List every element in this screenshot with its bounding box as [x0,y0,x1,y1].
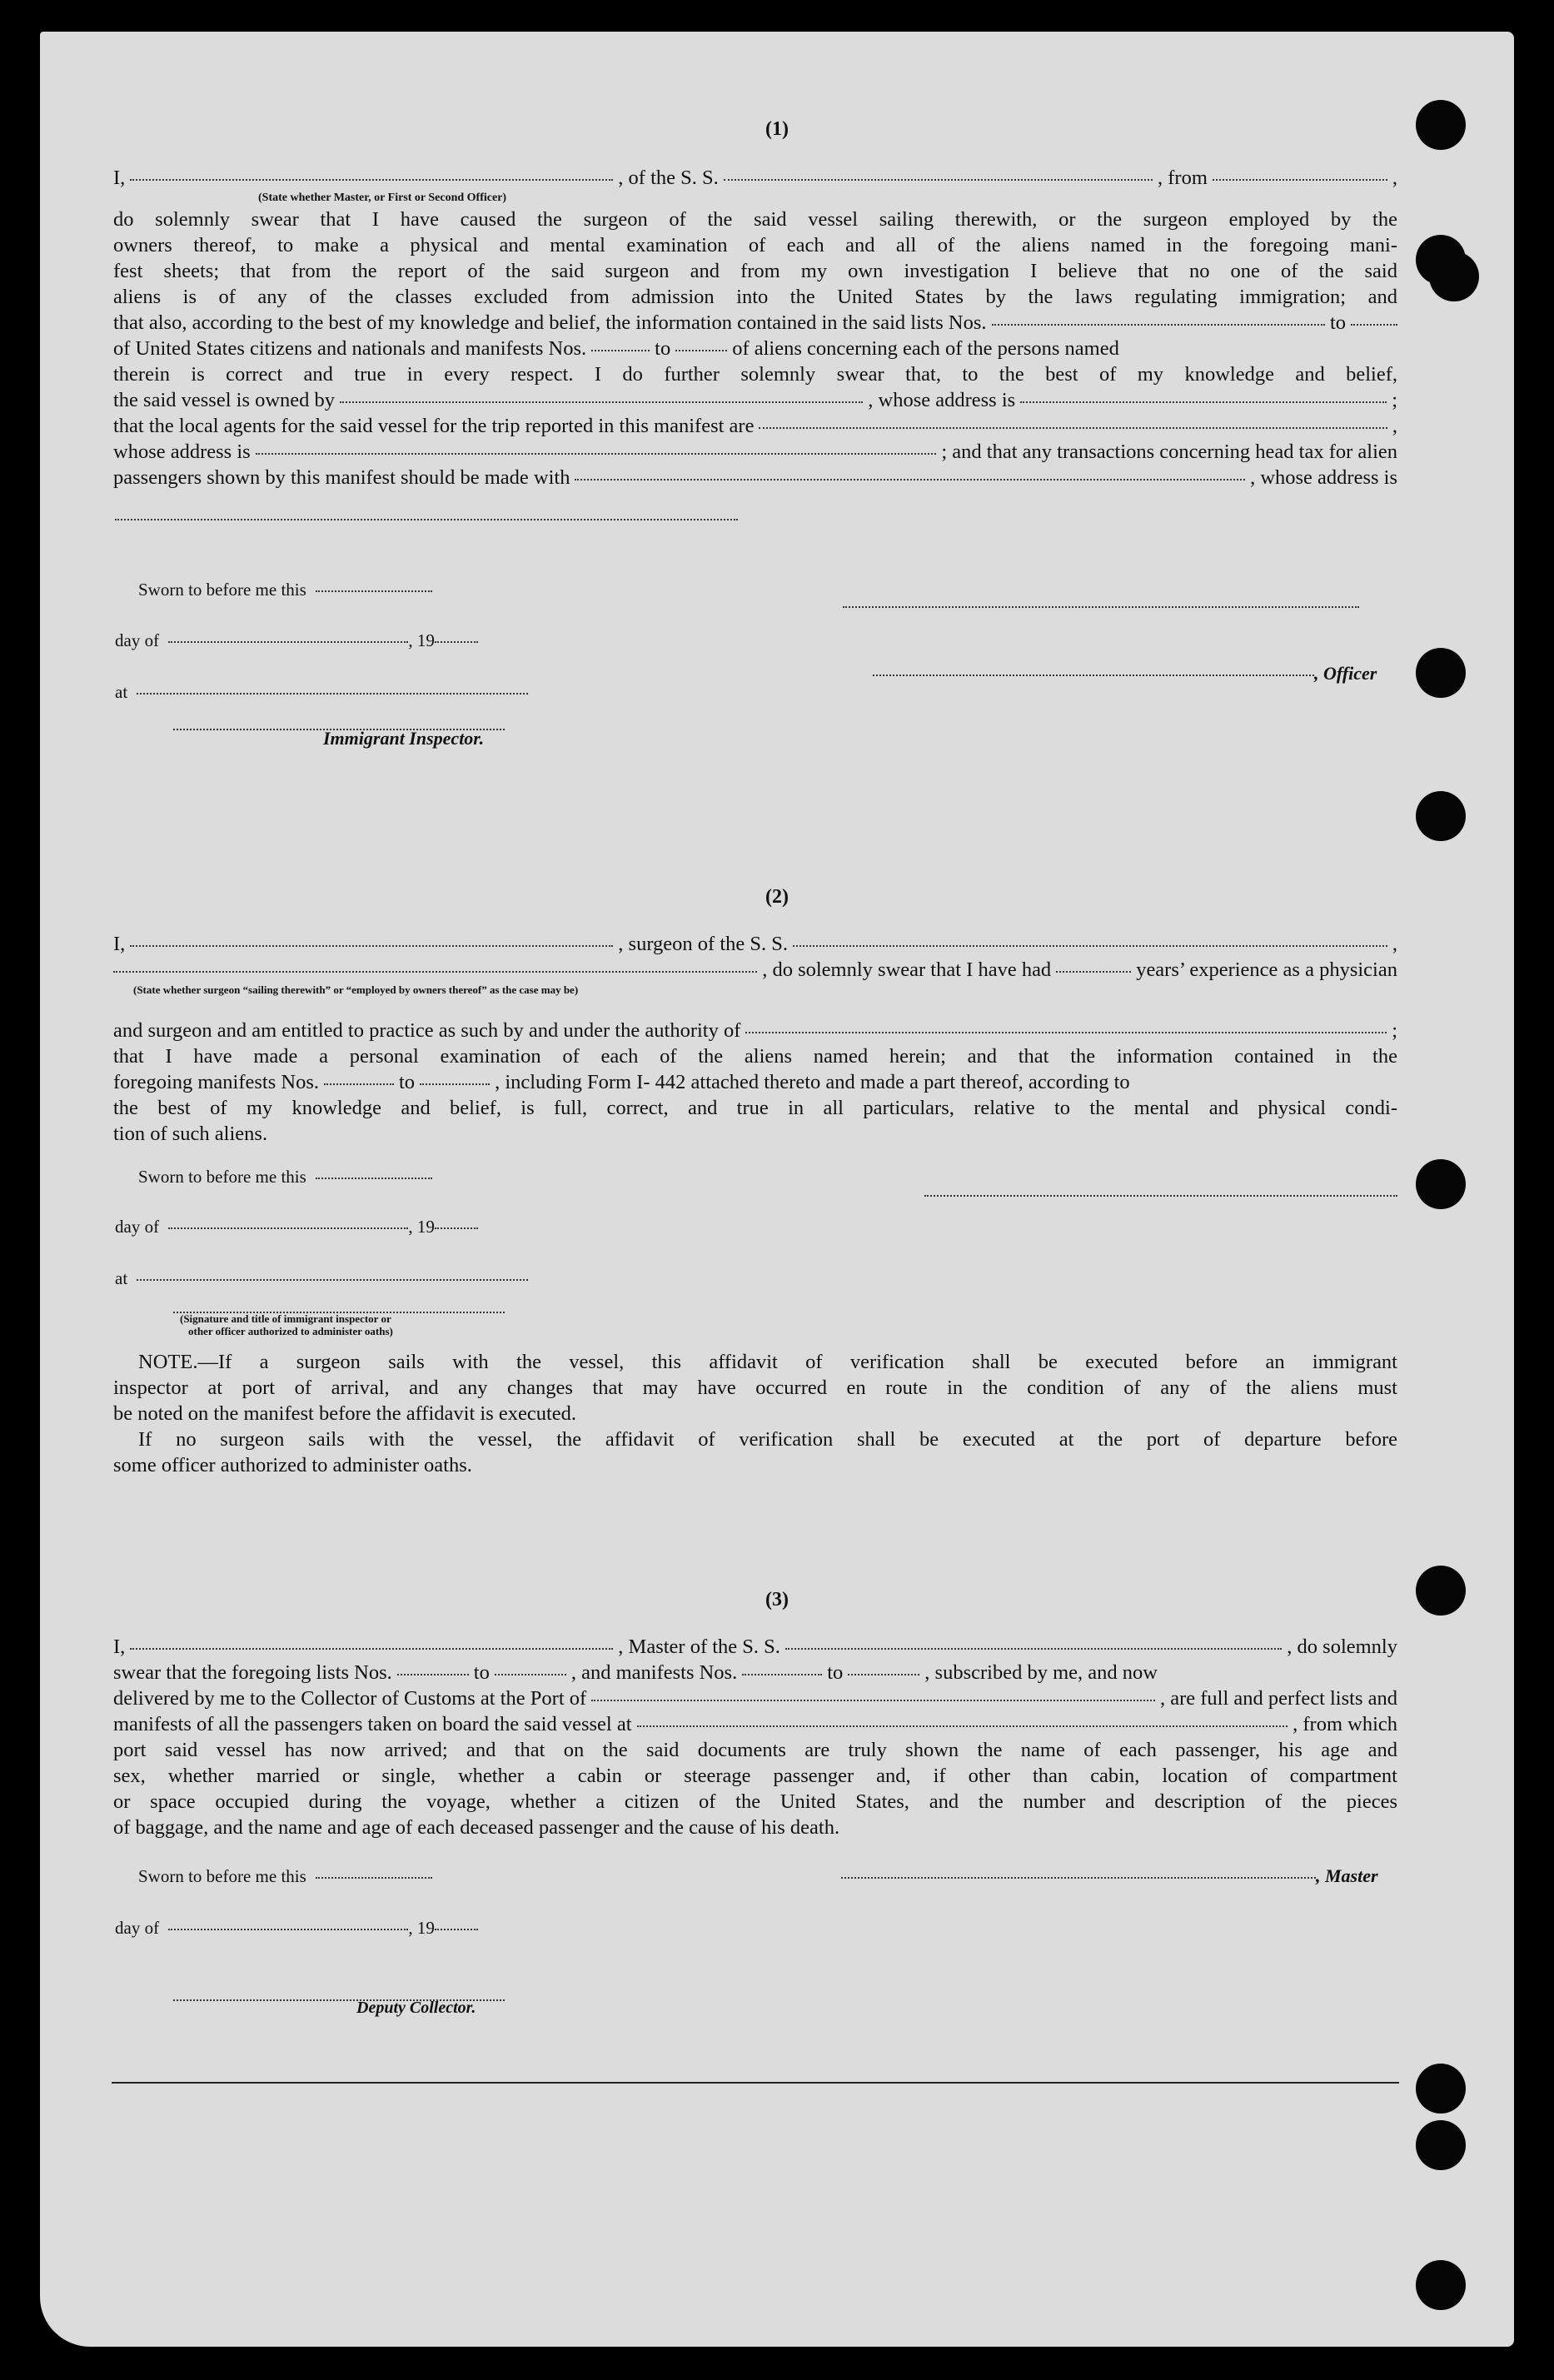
text: ; [1392,389,1397,411]
text: to [473,1661,490,1684]
text: , surgeon of the S. S. [618,933,789,955]
text: , do solemnly [1287,1636,1397,1658]
master-signature-row [841,1864,1378,1889]
at-row [115,680,528,705]
text: years’ experience as a physician [1136,958,1397,981]
section-3-line-1 [113,1634,1397,1660]
s3-sworn-day-field[interactable] [316,1877,432,1879]
section-1-number: (1) [765,118,789,140]
s3-master-name-field[interactable] [130,1648,613,1650]
master-label: , Master [1316,1865,1378,1886]
text: , [1392,933,1397,955]
officer-label: , Officer [1314,663,1377,684]
agents-field[interactable] [759,427,1387,429]
binder-hole-icon [1429,251,1479,301]
s2-at-row [115,1266,528,1291]
lists-from-field[interactable] [992,324,1325,326]
note-label: NOTE. [138,1351,198,1373]
text: of aliens concerning each of the persons named [732,337,1119,360]
bottom-rule [112,2082,1399,2084]
officer-signature-line[interactable] [843,600,1359,615]
sworn-row [138,577,432,602]
note-para-3: be noted on the manifest before the affidavit is executed. [113,1402,577,1425]
binder-hole-icon [1416,100,1466,150]
day-of-text: day of [115,1217,160,1237]
deputy-collector-label: Deputy Collector. [356,1999,476,2017]
section-1-line-6 [113,336,1397,361]
section-1-para-4: aliens is of any of the classes excluded from admission into the United States by the laws regulating immigration; and [113,286,1397,308]
section-2-para-1 [113,1018,1397,1043]
text: , subscribed by me, and now [924,1661,1158,1684]
head-tax-field[interactable] [575,479,1245,480]
owner-address-field[interactable] [1020,401,1387,403]
s3-lists-to-field[interactable] [495,1674,566,1675]
section-1-line-11 [113,465,1397,490]
text: that also, according to the best of my knowledge and belief, the information contained in the said lists Nos. [113,311,987,334]
year-field[interactable] [435,641,478,643]
text: foregoing manifests Nos. [113,1071,319,1093]
text: to [655,337,671,360]
text: I, [113,1636,126,1658]
section-1-line-10 [113,439,1397,465]
master-name-field[interactable] [130,179,613,181]
text: I, [113,933,126,955]
s3-manifests-to-field[interactable] [848,1674,919,1675]
text: , from [1158,167,1208,189]
owner-field[interactable] [340,401,863,403]
year-text: , 19 [408,630,435,650]
section-2-line-2 [113,957,1397,983]
sig-caption-2: other officer authorized to administer oaths) [188,1325,393,1337]
address-continuation-field[interactable] [115,513,738,528]
text: , [1392,415,1397,437]
section-1-line-9 [113,413,1397,439]
binder-hole-icon [1416,2260,1466,2310]
day-of-field[interactable] [168,641,408,643]
section-3-number: (3) [765,1589,789,1611]
surgeon-caption: (State whether surgeon “sailing therewith” or “employed by owners thereof” as the case may be) [133,983,579,996]
text: , and manifests Nos. [570,1661,738,1684]
text: that the local agents for the said vessel for the trip reported in this manifest are [113,415,755,437]
binder-hole-icon [1416,791,1466,841]
text: , [1392,167,1397,189]
section-2-para-5: tion of such aliens. [113,1123,268,1145]
text: , do solemnly swear that I have had [762,958,1052,981]
officer-row [873,661,1377,686]
section-3-para-4: port said vessel has now arrived; and that on the said documents are truly shown the name of each passenger, his age and [113,1739,1397,1761]
text: manifests of all the passengers taken on board the said vessel at [113,1713,632,1735]
note-text: —If a surgeon sails with the vessel, this affidavit of verification shall be executed before an immigrant [197,1351,1397,1373]
at-text: at [115,682,128,702]
text: of United States citizens and nationals and manifests Nos. [113,337,587,360]
sworn-text: Sworn to before me this [138,1167,306,1187]
section-2-para-4: the best of my knowledge and belief, is full, correct, and true in all particulars, relative to the mental and physical condi- [113,1097,1397,1119]
note-para-4: If no surgeon sails with the vessel, the affidavit of verification shall be executed at the port of departure before [138,1428,1397,1451]
s3-day-of-row [115,1915,478,1940]
day-of-text: day of [115,630,160,650]
s2-year-field[interactable] [435,1227,478,1229]
section-1-para-1: do solemnly swear that I have caused the surgeon of the said vessel sailing therewith, or the surgeon employed by the [113,208,1397,231]
section-2-number: (2) [765,886,789,908]
year-text: , 19 [408,1918,435,1938]
s2-manifests-to-field[interactable] [420,1083,490,1085]
text: , of the S. S. [618,167,719,189]
text: , including Form I- 442 attached thereto and made a part thereof, according to [495,1071,1130,1093]
text: , are full and perfect lists and [1159,1687,1397,1710]
section-2-line-1 [113,931,1397,957]
lists-to-field[interactable] [1351,324,1397,326]
s3-lists-from-field[interactable] [397,1674,469,1675]
text: , whose address is [1250,466,1397,489]
section-1-para-3: fest sheets; that from the report of the said surgeon and from my own investigation I believe that no one of the said [113,260,1397,282]
manifests-to-field[interactable] [675,350,727,351]
surgeon-status-field[interactable] [113,971,757,973]
text: the said vessel is owned by [113,389,336,411]
master-signature-field[interactable] [841,1877,1316,1879]
at-text: at [115,1268,128,1288]
section-3-para-3 [113,1711,1397,1737]
from-port-field[interactable] [1213,179,1387,181]
text: whose address is [113,441,251,463]
section-1-line-8 [113,387,1397,413]
boarding-port-field[interactable] [637,1725,1288,1727]
sworn-text: Sworn to before me this [138,580,306,600]
surgeon-vessel-field[interactable] [793,945,1387,947]
master-caption: (State whether Master, or First or Second Officer) [258,192,507,204]
s2-at-field[interactable] [137,1279,528,1281]
agents-address-field[interactable] [256,453,937,455]
manifests-from-field[interactable] [591,350,650,351]
section-2-para-3 [113,1069,1397,1095]
text: ; and that any transactions concerning head tax for alien [941,441,1397,463]
binder-hole-icon [1416,2120,1466,2170]
s3-sworn-row [138,1864,432,1889]
surgeon-signature-line[interactable] [924,1189,1397,1204]
authority-field[interactable] [745,1032,1387,1033]
text: , Master of the S. S. [618,1636,780,1658]
s2-sworn-row [138,1164,432,1189]
section-1-line-1 [113,165,1397,191]
text: and surgeon and am entitled to practice as such by and under the authority of [113,1019,741,1042]
day-of-row [115,628,478,653]
s2-sworn-day-field[interactable] [316,1178,432,1179]
section-3-para-7: of baggage, and the name and age of each deceased passenger and the cause of his death. [113,1816,840,1839]
binder-hole-icon [1416,1566,1466,1616]
s3-manifests-from-field[interactable] [742,1674,822,1675]
text: passengers shown by this manifest should be made with [113,466,570,489]
section-3-para-1 [113,1660,1397,1685]
sig-caption-1: (Signature and title of immigrant inspector or [180,1312,391,1325]
text: to [1329,311,1346,334]
binder-hole-icon [1416,648,1466,698]
binder-hole-icon [1416,2064,1466,2114]
text: delivered by me to the Collector of Customs at the Port of [113,1687,587,1710]
s2-manifests-from-field[interactable] [324,1083,394,1085]
s2-day-of-field[interactable] [168,1227,408,1229]
officer-title-field[interactable] [873,675,1314,676]
section-1-para-2: owners thereof, to make a physical and mental examination of each and all of the aliens named in the foregoing mani- [113,234,1397,256]
section-1-line-5 [113,310,1397,336]
text: ; [1392,1019,1397,1042]
section-3-para-6: or space occupied during the voyage, whether a citizen of the United States, and the number and description of the pieces [113,1790,1397,1813]
note-para-2: inspector at port of arrival, and any changes that may have occurred en route in the condition of any of the aliens must [113,1377,1397,1399]
section-3-para-5: sex, whether married or single, whether a cabin or steerage passenger and, if other than cabin, location of compartment [113,1765,1397,1787]
note-para-1 [138,1349,1397,1375]
text: , from which [1293,1713,1397,1735]
note-para-5: some officer authorized to administer oaths. [113,1454,472,1476]
surgeon-name-field[interactable] [130,945,613,947]
s3-vessel-field[interactable] [785,1648,1282,1650]
day-of-text: day of [115,1918,160,1938]
binder-hole-icon [1416,1159,1466,1209]
at-field[interactable] [137,693,528,695]
text: , whose address is [868,389,1016,411]
s3-year-field[interactable] [435,1929,478,1930]
sworn-day-field[interactable] [316,590,432,592]
section-3-para-2 [113,1685,1397,1711]
vessel-name-field[interactable] [724,179,1153,181]
form-page [40,32,1514,2347]
text: to [399,1071,416,1093]
port-field[interactable] [591,1700,1155,1701]
years-experience-field[interactable] [1056,971,1131,973]
text: I, [113,167,126,189]
s3-day-of-field[interactable] [168,1929,408,1930]
immigrant-inspector-label: Immigrant Inspector. [323,728,485,749]
s2-day-of-row [115,1214,478,1239]
text: to [827,1661,844,1684]
text: swear that the foregoing lists Nos. [113,1661,392,1684]
year-text: , 19 [408,1217,435,1237]
section-1-para-7: therein is correct and true in every respect. I do further solemnly swear that, to the best of my knowledge and belief, [113,363,1397,386]
section-2-para-2: that I have made a personal examination of each of the aliens named herein; and that the information contained in the [113,1045,1397,1068]
sworn-text: Sworn to before me this [138,1866,306,1886]
